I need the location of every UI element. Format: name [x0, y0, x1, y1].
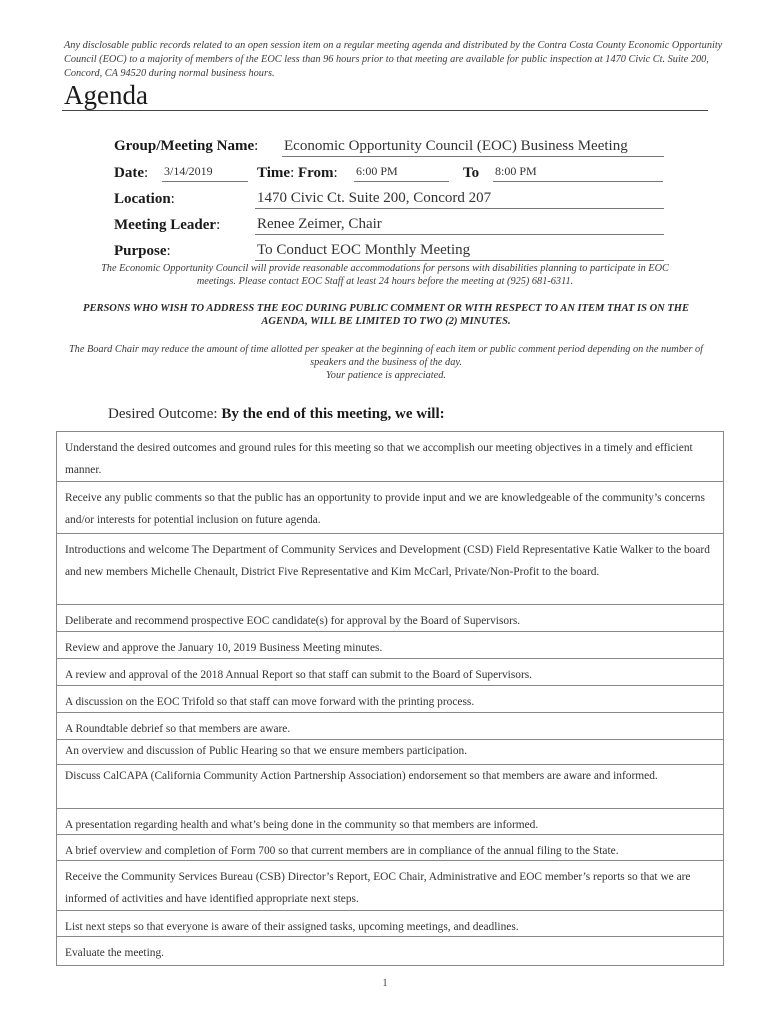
- time-from-field: [354, 162, 449, 182]
- group-meeting-name-value: Economic Opportunity Council (EOC) Business Meeting: [284, 138, 628, 154]
- desired-outcome-bold: By the end of this meeting, we will:: [221, 406, 445, 422]
- outcome-row: Receive the Community Services Bureau (CSB) Director’s Report, EOC Chair, Administrative and EOC member’s reports so that we are informed of activities and have identified appropriate next steps.: [57, 861, 723, 911]
- location-label-text: Location: [114, 191, 171, 207]
- outcome-row: Review and approve the January 10, 2019 Business Meeting minutes.: [57, 632, 723, 659]
- outcome-row: A brief overview and completion of Form 700 so that current members are in compliance of the annual filing to the State.: [57, 835, 723, 861]
- time-label-text: Time: [257, 165, 291, 181]
- from-colon: :: [333, 165, 338, 181]
- date-label: [114, 165, 148, 182]
- time-to-field: [493, 162, 663, 182]
- group-meeting-name-field: [282, 137, 664, 157]
- chair-time-note: [66, 343, 706, 382]
- date-value: 3/14/2019: [164, 164, 213, 178]
- location-label: [114, 191, 175, 208]
- desired-outcome-heading: [108, 406, 445, 423]
- meeting-leader-label: [114, 217, 220, 234]
- meeting-leader-label-text: Meeting Leader: [114, 217, 217, 233]
- purpose-colon: :: [166, 243, 171, 259]
- group-meeting-name-colon: :: [254, 138, 259, 154]
- time-to-value: 8:00 PM: [495, 164, 537, 178]
- public-records-disclaimer: Any disclosable public records related to an open session item on a regular meeting agenda and distributed by the Contra Costa County Economic Opportunity Council (EOC) to a majority of members of the EOC less than 96 hours prior to that meeting are available for public inspection at 1470 Civic Ct. Suite 200, Concord, CA 94520 during normal business hours.: [64, 40, 723, 79]
- time-from-label: [257, 165, 338, 182]
- page-number: 1: [382, 978, 388, 989]
- outcome-row: An overview and discussion of Public Hearing so that we ensure members participation.: [57, 740, 723, 765]
- purpose-label-text: Purpose: [114, 243, 167, 259]
- outcome-row: A presentation regarding health and what’s being done in the community so that members are informed.: [57, 809, 723, 835]
- location-field: [255, 189, 664, 209]
- desired-outcomes-table: [56, 431, 724, 966]
- time-to-label: To: [463, 165, 480, 181]
- page-title: Agenda: [64, 80, 148, 110]
- outcome-row: List next steps so that everyone is aware of their assigned tasks, upcoming meetings, and deadlines.: [57, 911, 723, 937]
- meeting-leader-value: Renee Zeimer, Chair: [257, 216, 382, 232]
- date-label-text: Date: [114, 165, 144, 181]
- location-colon: :: [170, 191, 175, 207]
- date-field: [162, 162, 248, 182]
- outcome-row: A Roundtable debrief so that members are aware.: [57, 713, 723, 740]
- patience-note: Your patience is appreciated.: [326, 370, 446, 381]
- date-colon: :: [144, 165, 149, 181]
- outcome-row: Receive any public comments so that the public has an opportunity to provide input and we are knowledgeable of the community’s concerns and/or interests for potential inclusion on future agenda.: [57, 482, 723, 534]
- desired-outcome-label: Desired Outcome:: [108, 406, 222, 422]
- group-meeting-name-label: [114, 138, 258, 155]
- title-divider: [62, 110, 708, 111]
- outcome-row: Deliberate and recommend prospective EOC candidate(s) for approval by the Board of Supervisors.: [57, 605, 723, 632]
- accommodation-note: The Economic Opportunity Council will provide reasonable accommodations for persons with disabilities planning to participate in EOC meetings. Please contact EOC Staff at least 24 hours before the meeting at (925) 681-6311.: [101, 263, 669, 287]
- outcome-row: Introductions and welcome The Department of Community Services and Development (CSD) Field Representative Katie Walker to the board and new members Michelle Chenault, District Five Representative and Kim McCarl, Private/Non-Profit to the board.: [57, 534, 723, 605]
- meeting-leader-colon: :: [216, 217, 221, 233]
- chair-note-text: The Board Chair may reduce the amount of time allotted per speaker at the beginning of each item or public comment period depending on the number of speakers and the business of the day.: [68, 344, 704, 368]
- location-value: 1470 Civic Ct. Suite 200, Concord 207: [257, 190, 492, 206]
- purpose-value: To Conduct EOC Monthly Meeting: [257, 242, 471, 258]
- meeting-leader-field: [255, 215, 664, 235]
- time-from-value: 6:00 PM: [356, 164, 398, 178]
- outcome-row: A discussion on the EOC Trifold so that staff can move forward with the printing process.: [57, 686, 723, 713]
- outcome-row: Understand the desired outcomes and ground rules for this meeting so that we accomplish our meeting objectives in a timely and efficient manner.: [57, 432, 723, 482]
- outcome-row: Evaluate the meeting.: [65, 947, 164, 959]
- from-label-text: From: [297, 165, 334, 181]
- purpose-field: [255, 241, 664, 261]
- outcome-row: Discuss CalCAPA (California Community Action Partnership Association) endorsement so that members are aware and informed.: [57, 765, 723, 809]
- outcome-row: A review and approval of the 2018 Annual Report so that staff can submit to the Board of Supervisors.: [57, 659, 723, 686]
- time-colon: :: [290, 165, 295, 181]
- purpose-label: [114, 243, 171, 260]
- public-comment-notice: PERSONS WHO WISH TO ADDRESS THE EOC DURING PUBLIC COMMENT OR WITH RESPECT TO AN ITEM THAT IS ON THE AGENDA, WILL BE LIMITED TO TWO (2) MINUTES.: [83, 303, 689, 327]
- group-meeting-name-label-text: Group/Meeting Name: [114, 138, 255, 154]
